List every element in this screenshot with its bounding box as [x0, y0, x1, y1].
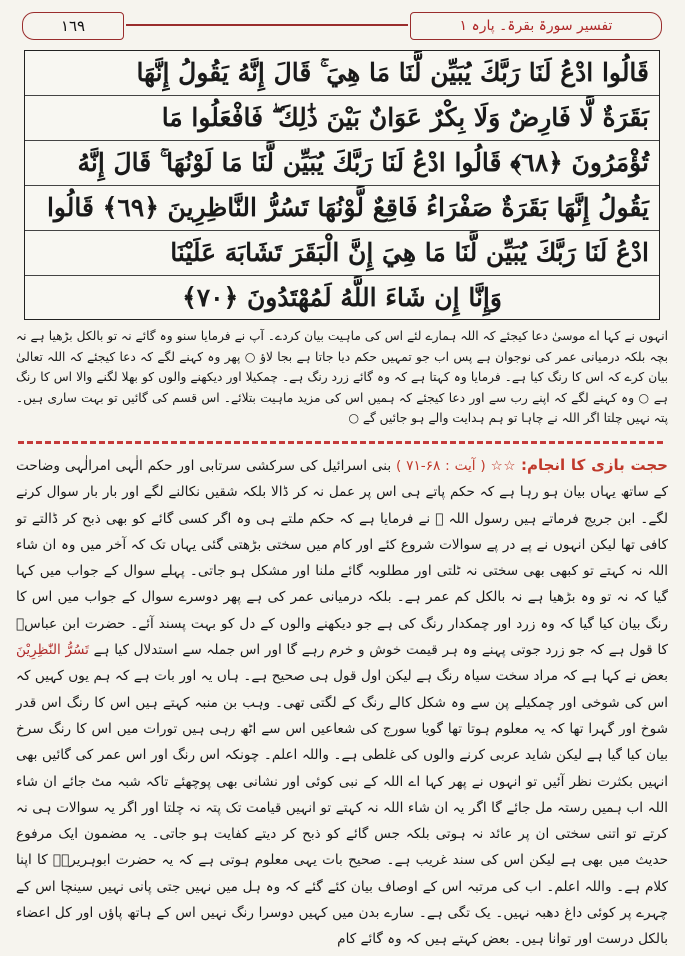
section-divider	[18, 441, 666, 444]
verse-line: ادْعُ لَنَا رَبَّكَ يُبَيِّن لَّنَا مَا هِيَ إِنَّ الْبَقَرَ تَشَابَهَ عَلَيْنَا	[25, 231, 659, 276]
quoted-verse: تَسُرُّ النّٰظِرِيْنَ	[16, 642, 89, 659]
verse-line: قَالُوا ادْعُ لَنَا رَبَّكَ يُبَيِّن لَّنَا مَا هِيَ ۚ قَالَ إِنَّهُ يَقُولُ إِنَّهَا	[25, 51, 659, 96]
verse-line: بَقَرَةٌ لَّا فَارِضٌ وَلَا بِكْرٌ عَوَانٌ بَيْنَ ذَٰلِكَ ۖ فَافْعَلُوا مَا	[25, 96, 659, 141]
commentary-paragraph: بعض نے کہا ہے کہ مراد سخت سیاہ رنگ ہے لیکن اول قول ہی صحیح ہے۔ ہاں یہ اور بات ہے کہ ہم یوں کہیں کہ اس کی شوخی اور چمکیلے پن سے وہ شکل کالے رنگ کے لگتی تھی۔ وہب بن منبہ کہتے ہیں اس کا رنگ اس قدر شوخ اور گہرا تھا کہ یہ معلوم ہوتا تھا گویا سورج کی شعاعیں اس سے اٹھ رہی ہیں تورات میں اس کا رنگ سرخ بیان کیا گیا ہے لیکن شاید عربی کرنے والوں کی غلطی ہے۔ واللہ اعلم۔ چونکہ اس رنگ اور اس عمر کی گائیں بھی انہیں بکثرت نظر آئیں تو انہوں نے پھر کہا اے اللہ کے نبی کوئی اور نشانی بھی پوچھئے تاکہ شبہ مٹ جائے ان شاء اللہ اب ہمیں رستہ مل جائے گا اگر یہ ان شاء اللہ نہ کہتے تو انہیں قیامت تک پتہ نہ چلتا اور اگر یہ سوالات ہی نہ کرتے تو اتنی سختی ان پر عائد نہ ہوتی بلکہ جس گائے کو ذبح کر دیتے کفایت ہو جاتی۔ یہ مضمون ایک مرفوع حدیث میں بھی ہے لیکن اس کی سند غریب ہے۔ صحیح بات یہی معلوم ہوتی ہے کہ یہ حضرت ابوہریرہؓ کا اپنا کلام ہے۔ واللہ اعلم۔ اب کی مرتبہ اس کے اوصاف بیان کئے گئے کہ وہ ہل میں نہیں جتی پانی نہیں سینچا اس کے چہرے پر کوئی داغ دھبہ نہیں۔ یک تگی ہے۔ سارے بدن میں کہیں دوسرا رنگ نہیں اس کے ہاتھ پاؤں اور کل اعضاء بالکل درست اور توانا ہیں۔ بعض کہتے ہیں کہ وہ گائے کام	[16, 668, 668, 948]
verse-line: تُؤْمَرُونَ ﴿٦٨﴾ قَالُوا ادْعُ لَنَا رَبَّكَ يُبَيِّن لَّنَا مَا لَوْنُهَا ۚ قَالَ إِنَّهُ	[25, 141, 659, 186]
page-header	[16, 8, 668, 42]
section-heading: حجت بازی کا انجام:	[520, 456, 668, 474]
header-rule	[126, 24, 408, 26]
running-title: تفسیر سورۃ بقرۃ۔ پارہ ۱	[410, 12, 662, 40]
book-page	[10, 8, 675, 948]
quran-verse-box	[24, 50, 660, 320]
tafsir-commentary	[16, 452, 668, 953]
verse-line: وَإِنَّا إِن شَاءَ اللَّهُ لَمُهْتَدُونَ ﴿٧٠﴾	[182, 283, 502, 312]
verse-line: يَقُولُ إِنَّهَا بَقَرَةٌ صَفْرَاءُ فَاقِعٌ لَّوْنُهَا تَسُرُّ النَّاظِرِينَ ﴿٦٩﴾ قَالُوا	[25, 186, 659, 231]
stars-marker: ☆☆	[490, 458, 517, 474]
ayat-reference: ( آیت : ۶۸-۷۱ )	[395, 458, 486, 474]
urdu-translation: انہوں نے کہا اے موسیٰ دعا کیجئے کہ اللہ ہمارے لئے اس کی ماہیت بیان کردے۔ آپ نے فرمایا سنو وہ گائے نہ تو بالکل بڑھیا ہے نہ بچہ بلکہ درمیانی عمر کی نوجوان ہے پس اب جو تمہیں حکم دیا جاتا ہے بجا لاؤ ○ پھر وہ کہنے لگے کہ دعا کیجئے کہ اللہ تعالیٰ بیان کرے کہ اس کا رنگ کیا ہے۔ فرمایا وہ کہتا ہے کہ وہ گائے زرد رنگ ہے۔ چمکیلا اور دیکھنے والوں کو بھلا لگنے والا اس کا رنگ ہے ○ وہ کہنے لگے کہ اپنے رب سے اور دعا کیجئے کہ ہمیں اس کی مزید ماہیت بتلائے۔ اس قسم کی گائیں تو بہت ساری ہیں۔ پتہ نہیں چلتا اگر اللہ نے چاہا تو ہم ہدایت والے ہو جائیں گے ○	[16, 329, 668, 425]
page-number: ١٦٩	[22, 12, 124, 40]
commentary-paragraph: بنی اسرائیل کی سرکشی سرتابی اور حکم الٰہی امرالٰہی وضاحت کے ساتھ یہاں بیان ہو رہا ہے کہ حکم پاتے ہی اس پر عمل نہ کر ڈالا بلکہ شقیں نکالنے لگے اور بار بار سوال کرنے لگے۔ ابن جریج فرماتے ہیں رسول اللہ ﷺ نے فرمایا ہے کہ حکم ملتے ہی وہ اگر کسی گائے کو بھی ذبح کر ڈالتے تو کافی تھا لیکن انہوں نے پے در پے سوالات شروع کئے اور کام میں سختی بڑھتی گئی یہاں تک کہ آخر میں وہ ان شاء اللہ نہ کہتے تو کبھی بھی سختی نہ ٹلتی اور مطلوبہ گائے ملنا اور مشکل ہو جاتی۔ پہلے سوال کے جواب میں کہا گیا کہ نہ تو وہ بڑھیا ہے نہ بالکل کم عمر ہے۔ بلکہ درمیانی عمر کی ہے پھر دوسرے سوال کے جواب میں اس کا رنگ بیان کیا گیا کہ وہ زرد اور چمکدار رنگ کی ہے جو دیکھنے والوں کے دل کو بہت پسند آئے۔ حضرت ابن عباسؓ کا قول ہے کہ جو زرد جوتی پہنے وہ ہر قیمت خوش و خرم رہے گا اور اس جملہ سے استدلال کیا ہے	[16, 458, 668, 659]
